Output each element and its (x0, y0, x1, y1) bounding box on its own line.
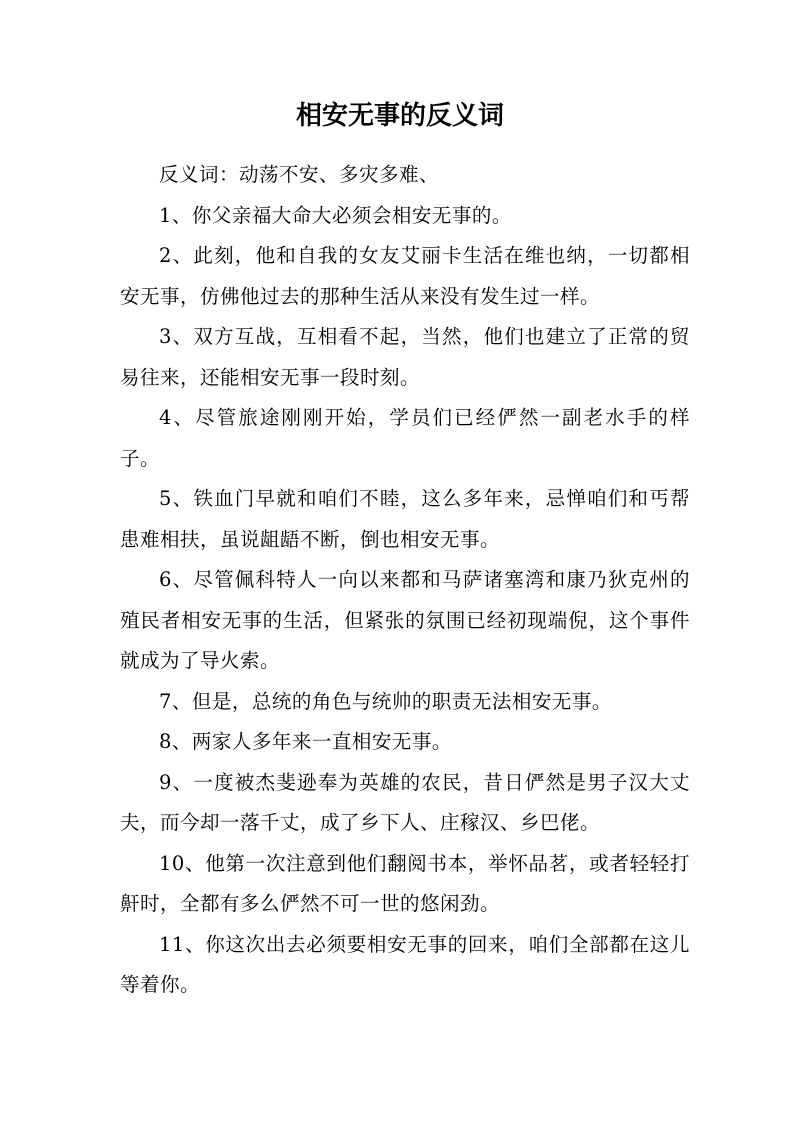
document-title: 相安无事的反义词 (295, 101, 504, 131)
document-body (120, 155, 690, 1006)
paragraph-antonyms: 反义词：动荡不安、多灾多难、 (159, 163, 440, 186)
paragraph-6: 6、尽管佩科特人一向以来都和马萨诸塞湾和康乃狄克州的殖民者相安无事的生活，但紧张的氛围已经初现端倪，这个事件就成为了导火索。 (120, 568, 690, 672)
paragraph-2: 2、此刻，他和自我的女友艾丽卡生活在维也纳，一切都相安无事，仿佛他过去的那种生活从来没有发生过一样。 (120, 244, 690, 308)
paragraph-1: 1、你父亲福大命大必须会相安无事的。 (159, 203, 512, 227)
paragraph-4: 4、尽管旅途刚刚开始，学员们已经俨然一副老水手的样子。 (120, 406, 690, 470)
paragraph-10: 10、他第一次注意到他们翻阅书本，举怀品茗，或者轻轻打鼾时，全都有多么俨然不可一世的悠闲劲。 (120, 851, 690, 915)
paragraph-3: 3、双方互战，互相看不起，当然，他们也建立了正常的贸易往来，还能相安无事一段时刻。 (120, 325, 690, 389)
paragraph-5: 5、铁血门早就和咱们不睦，这么多年来，忌惮咱们和丐帮患难相扶，虽说龃龉不断，倒也相安无事。 (120, 487, 690, 551)
paragraph-11: 11、你这次出去必须要相安无事的回来，咱们全部都在这儿等着你。 (120, 932, 690, 996)
paragraph-8: 8、两家人多年来一直相安无事。 (159, 730, 452, 753)
paragraph-9: 9、一度被杰斐逊奉为英雄的农民，昔日俨然是男子汉大丈夫，而今却一落千丈，成了乡下人、庄稼汉、乡巴佬。 (120, 770, 690, 834)
paragraph-7: 7、但是，总统的角色与统帅的职责无法相安无事。 (159, 689, 612, 713)
